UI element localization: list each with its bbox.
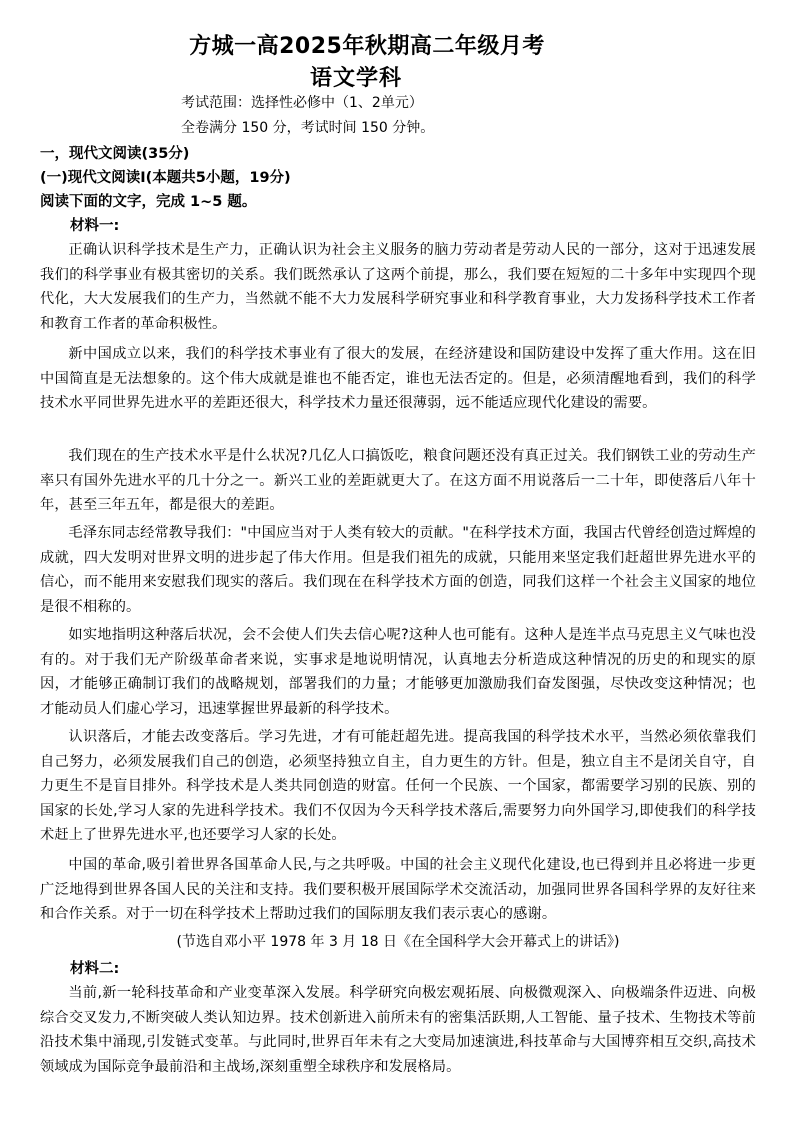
exam-scope: 考试范围：选择性必修中（1、2单元） (181, 95, 423, 111)
material-one-paragraph: 我们现在的生产技术水平是什么状况?几亿人口搞饭吃，粮食问题还没有真正过关。我们钢铁工业的劳动生产率只有国外先进水平的几十分之一。新兴工业的差距就更大了。在这方面不用说落后一二十年，即使落后八年十年，甚至三年五年，都是很大的差距。 (40, 448, 756, 513)
material-one-label: 材料一: (70, 218, 120, 234)
reading-instruction: 阅读下面的文字，完成 1~5 题。 (40, 194, 257, 210)
material-one-paragraph: 毛泽东同志经常教导我们："中国应当对于人类有较大的贡献。"在科学技术方面，我国古代曾经创造过辉煌的成就，四大发明对世界文明的进步起了伟大作用。但是我们祖先的成就，只能用来坚定我们赶超世界先进水平的信心，而不能用来安慰我们现实的落后。我们现在在科学技术方面的创造，同我们这样一个社会主义国家的地位是很不相称的。 (40, 525, 756, 615)
material-two-paragraph: 当前,新一轮科技革命和产业变革深入发展。科学研究向极宏观拓展、向极微观深入、向极端条件迈进、向极综合交叉发力,不断突破人类认知边界。技术创新进入前所未有的密集活跃期,人工智能、量子技术、生物技术等前沿技术集中涌现,引发链式变革。与此同时,世界百年未有之大变局加速演进,科技革命与大国博弈相互交织,高技术领域成为国际竞争最前沿和主战场,深刻重塑全球秩序和发展格局。 (40, 985, 756, 1075)
section-heading-reading-1: (一)现代文阅读Ⅰ(本题共5小题，19分) (40, 170, 291, 186)
material-one-paragraph: 认识落后，才能去改变落后。学习先进，才有可能赶超先进。提高我国的科学技术水平，当然必须依靠我们自己努力，必须发展我们自己的创造，必须坚持独立自主，自力更生的方针。但是，独立自主不是闭关自守，自力更生不是盲目排外。科学技术是人类共同创造的财富。任何一个民族、一个国家，都需要学习别的民族、别的国家的长处,学习人家的先进科学技术。我们不仅因为今天科学技术落后,需要努力向外国学习,即使我们的科学技术赶上了世界先进水平,也还要学习人家的长处。 (40, 729, 756, 843)
material-one-source: (节选自邓小平 1978 年 3 月 18 日《在全国科学大会开幕式上的讲话》) (176, 934, 620, 950)
exam-score-time: 全卷满分 150 分，考试时间 150 分钟。 (181, 120, 435, 136)
material-two-label: 材料二: (70, 961, 120, 977)
exam-subject: 语文学科 (309, 66, 402, 91)
material-one-paragraph: 新中国成立以来，我们的科学技术事业有了很大的发展，在经济建设和国防建设中发挥了重大作用。这在旧中国简直是无法想象的。这个伟大成就是谁也不能否定，谁也无法否定的。但是，必须清醒地看到，我们的科学技术水平同世界先进水平的差距还很大，科学技术力量还很薄弱，远不能适应现代化建设的需要。 (40, 346, 756, 411)
material-one-paragraph: 如实地指明这种落后状况，会不会使人们失去信心呢?这种人也可能有。这种人是连半点马克思主义气味也没有的。对于我们无产阶级革命者来说，实事求是地说明情况，认真地去分析造成这种情况的历史的和现实的原因，才能够正确制订我们的战略规划，部署我们的力量；才能够更加激励我们奋发图强，尽快改变这种情况；也才能动员人们虚心学习，迅速掌握世界最新的科学技术。 (40, 627, 756, 717)
material-one-paragraph: 中国的革命,吸引着世界各国革命人民,与之共呼吸。中国的社会主义现代化建设,也已得到并且必将进一步更广泛地得到世界各国人民的关注和支持。我们要积极开展国际学术交流活动，加强同世界各国科学界的友好往来和合作关系。对于一切在科学技术上帮助过我们的国际朋友我们表示衷心的感谢。 (40, 857, 756, 922)
section-heading-part1: 一，现代文阅读(35分) (40, 146, 190, 162)
material-one-paragraph: 正确认识科学技术是生产力，正确认识为社会主义服务的脑力劳动者是劳动人民的一部分，这对于迅速发展我们的科学事业有极其密切的关系。我们既然承认了这两个前提，那么，我们要在短短的二十多年中实现四个现代化，大大发展我们的生产力，当然就不能不大力发展科学研究事业和科学教育事业，大力发扬科学技术工作者和教育工作者的革命积极性。 (40, 242, 756, 332)
exam-title: 方城一高2025年秋期高二年级月考 (189, 34, 545, 59)
